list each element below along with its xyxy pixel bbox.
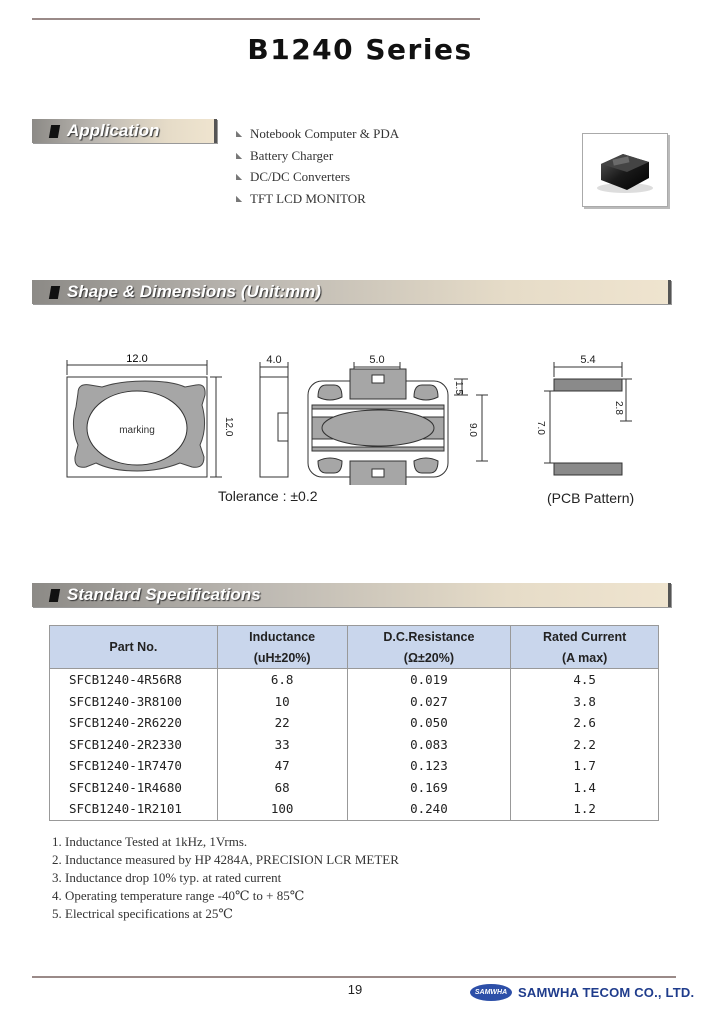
- side-width-label: 4.0: [266, 354, 282, 366]
- note-item: 1. Inductance Tested at 1kHz, 1Vrms.: [52, 834, 248, 849]
- arrow-bullet-icon: ◣: [236, 193, 243, 203]
- product-photo: [582, 133, 668, 207]
- col-part-no: Part No.: [50, 626, 218, 669]
- col-current-unit: (A max): [511, 647, 659, 669]
- spec-notes: [52, 833, 399, 923]
- bottom-rule: [32, 976, 676, 978]
- bottom-span-label: 9.0: [467, 423, 478, 437]
- specs-section-header: [32, 583, 671, 607]
- col-dcr-unit: (Ω±20%): [347, 647, 511, 669]
- note-item: 4. Operating temperature range -40℃ to + 85℃: [52, 888, 305, 903]
- pcb-pattern-label: (PCB Pattern): [547, 490, 635, 506]
- application-list: [236, 123, 399, 209]
- company-name: SAMWHA TECOM CO., LTD.: [518, 985, 695, 1000]
- shape-heading: Shape & Dimensions (Unit:mm): [67, 282, 322, 301]
- pcb-span-label: 7.0: [535, 421, 546, 435]
- tolerance-note: Tolerance : ±0.2: [218, 488, 318, 504]
- pcb-pattern: [535, 354, 632, 475]
- top-rule: [32, 18, 480, 20]
- col-current: Rated Current: [511, 626, 659, 648]
- page-title: B1240 Series: [247, 33, 473, 66]
- dimension-drawings: [50, 345, 670, 485]
- table-row: SFCB1240-3R8100 10 0.027 3.8: [50, 691, 659, 713]
- col-inductance-unit: (uH±20%): [217, 647, 347, 669]
- list-item: ◣ Battery Charger: [236, 145, 399, 167]
- col-dcr: D.C.Resistance: [347, 626, 511, 648]
- note-item: 5. Electrical specifications at 25℃: [52, 906, 233, 921]
- spec-table: [49, 625, 659, 821]
- table-row: SFCB1240-1R7470 47 0.123 1.7: [50, 755, 659, 777]
- application-heading: Application: [67, 121, 160, 140]
- side-view: [260, 354, 288, 477]
- table-row: SFCB1240-2R2330 33 0.083 2.2: [50, 734, 659, 756]
- application-section-header: [32, 119, 217, 143]
- bottom-pad-width-label: 5.0: [369, 354, 385, 366]
- inductor-image: [583, 134, 667, 206]
- specs-heading: Standard Specifications: [67, 585, 261, 604]
- front-width-label: 12.0: [126, 353, 148, 365]
- shape-section-header: [32, 280, 671, 304]
- list-item: ◣ Notebook Computer & PDA: [236, 123, 399, 145]
- table-row: SFCB1240-4R56R8 6.8 0.019 4.5: [50, 669, 659, 691]
- square-bullet-icon: [49, 286, 60, 299]
- bottom-pad-height-label: 1.5: [453, 381, 464, 395]
- bottom-view: [308, 354, 488, 485]
- list-item: ◣ TFT LCD MONITOR: [236, 188, 399, 210]
- arrow-bullet-icon: ◣: [236, 129, 243, 138]
- col-inductance: Inductance: [217, 626, 347, 648]
- table-row: SFCB1240-1R4680 68 0.169 1.4: [50, 777, 659, 799]
- company-logo: SAMWHA: [470, 984, 512, 1001]
- front-height-label: 12.0: [223, 417, 234, 437]
- square-bullet-icon: [49, 125, 60, 138]
- arrow-bullet-icon: ◣: [236, 172, 243, 181]
- marking-label: marking: [119, 425, 155, 436]
- page-number: 19: [347, 982, 363, 997]
- arrow-bullet-icon: ◣: [236, 150, 243, 160]
- pcb-pad-label: 2.8: [613, 401, 624, 415]
- front-view: [67, 353, 234, 477]
- note-item: 2. Inductance measured by HP 4284A, PRECISION LCR METER: [52, 852, 399, 867]
- square-bullet-icon: [49, 589, 60, 602]
- note-item: 3. Inductance drop 10% typ. at rated current: [52, 870, 282, 885]
- table-row: SFCB1240-1R2101 100 0.240 1.2: [50, 798, 659, 820]
- pcb-width-label: 5.4: [580, 354, 596, 366]
- table-header-row: [50, 626, 659, 648]
- table-row: SFCB1240-2R6220 22 0.050 2.6: [50, 712, 659, 734]
- list-item: ◣ DC/DC Converters: [236, 166, 399, 188]
